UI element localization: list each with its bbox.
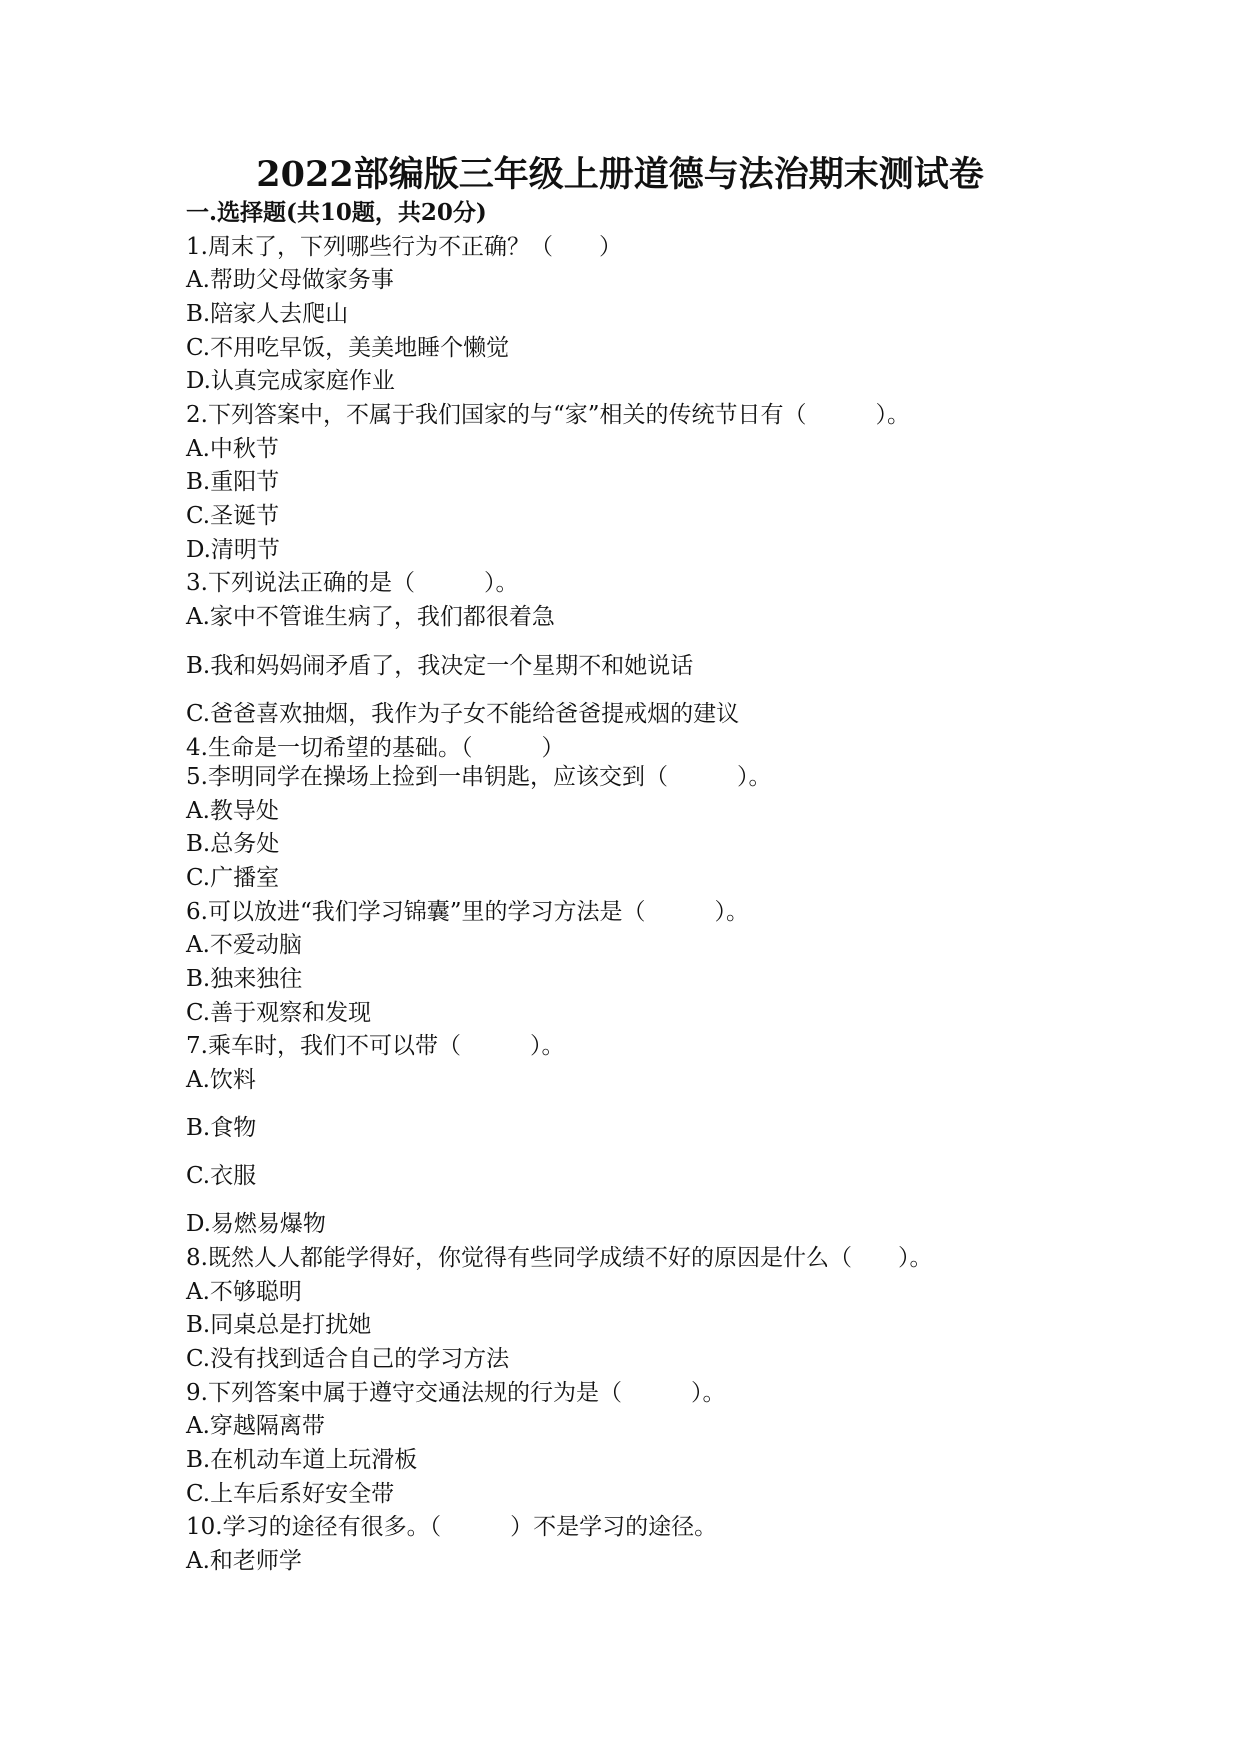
question-6-option-c: C.善于观察和发现 bbox=[186, 1000, 372, 1026]
question-1-stem: 1.周末了，下列哪些行为不正确？（ ） bbox=[186, 234, 622, 260]
question-10-stem: 10.学习的途径有很多。（ ）不是学习的途径。 bbox=[186, 1514, 718, 1540]
question-8-option-b: B.同桌总是打扰她 bbox=[186, 1312, 372, 1338]
question-4-stem: 4.生命是一切希望的基础。（ ） bbox=[186, 735, 565, 761]
section-heading: 一.选择题(共10题，共20分) bbox=[186, 199, 487, 226]
question-1-option-a: A.帮助父母做家务事 bbox=[186, 267, 394, 293]
question-8-option-c: C.没有找到适合自己的学习方法 bbox=[186, 1346, 510, 1372]
question-10-option-a: A.和老师学 bbox=[186, 1548, 302, 1574]
question-3-option-b: B.我和妈妈闹矛盾了，我决定一个星期不和她说话 bbox=[186, 653, 694, 679]
question-3-option-a: A.家中不管谁生病了，我们都很着急 bbox=[186, 604, 555, 630]
question-2-option-b: B.重阳节 bbox=[186, 469, 280, 495]
question-5-stem: 5.李明同学在操场上捡到一串钥匙，应该交到（ ）。 bbox=[186, 764, 772, 790]
question-9-option-a: A.穿越隔离带 bbox=[186, 1413, 325, 1439]
question-8-option-a: A.不够聪明 bbox=[186, 1279, 302, 1305]
question-3-stem: 3.下列说法正确的是（ ）。 bbox=[186, 570, 519, 596]
question-7-stem: 7.乘车时，我们不可以带（ ）。 bbox=[186, 1033, 565, 1059]
question-5-option-b: B.总务处 bbox=[186, 831, 280, 857]
question-5-option-a: A.教导处 bbox=[186, 798, 279, 824]
question-7-option-d: D.易燃易爆物 bbox=[186, 1211, 326, 1237]
question-1-option-c: C.不用吃早饭，美美地睡个懒觉 bbox=[186, 335, 510, 361]
question-2-option-a: A.中秋节 bbox=[186, 436, 279, 462]
question-1-option-b: B.陪家人去爬山 bbox=[186, 301, 349, 327]
exam-title: 2022部编版三年级上册道德与法治期末测试卷 bbox=[256, 154, 984, 195]
question-3-option-c: C.爸爸喜欢抽烟，我作为子女不能给爸爸提戒烟的建议 bbox=[186, 701, 740, 727]
question-1-option-d: D.认真完成家庭作业 bbox=[186, 368, 395, 394]
question-7-option-c: C.衣服 bbox=[186, 1163, 257, 1189]
question-2-stem: 2.下列答案中，不属于我们国家的与“家”相关的传统节日有（ ）。 bbox=[186, 402, 910, 428]
question-9-option-b: B.在机动车道上玩滑板 bbox=[186, 1447, 418, 1473]
question-6-option-a: A.不爱动脑 bbox=[186, 932, 302, 958]
question-6-stem: 6.可以放进“我们学习锦囊”里的学习方法是（ ）。 bbox=[186, 899, 749, 925]
question-7-option-b: B.食物 bbox=[186, 1115, 257, 1141]
question-9-stem: 9.下列答案中属于遵守交通法规的行为是（ ）。 bbox=[186, 1380, 726, 1406]
question-6-option-b: B.独来独往 bbox=[186, 966, 303, 992]
question-9-option-c: C.上车后系好安全带 bbox=[186, 1481, 395, 1507]
question-7-option-a: A.饮料 bbox=[186, 1067, 256, 1093]
question-5-option-c: C.广播室 bbox=[186, 865, 280, 891]
question-2-option-c: C.圣诞节 bbox=[186, 503, 280, 529]
question-8-stem: 8.既然人人都能学得好，你觉得有些同学成绩不好的原因是什么（ ）。 bbox=[186, 1245, 933, 1271]
question-2-option-d: D.清明节 bbox=[186, 537, 280, 563]
